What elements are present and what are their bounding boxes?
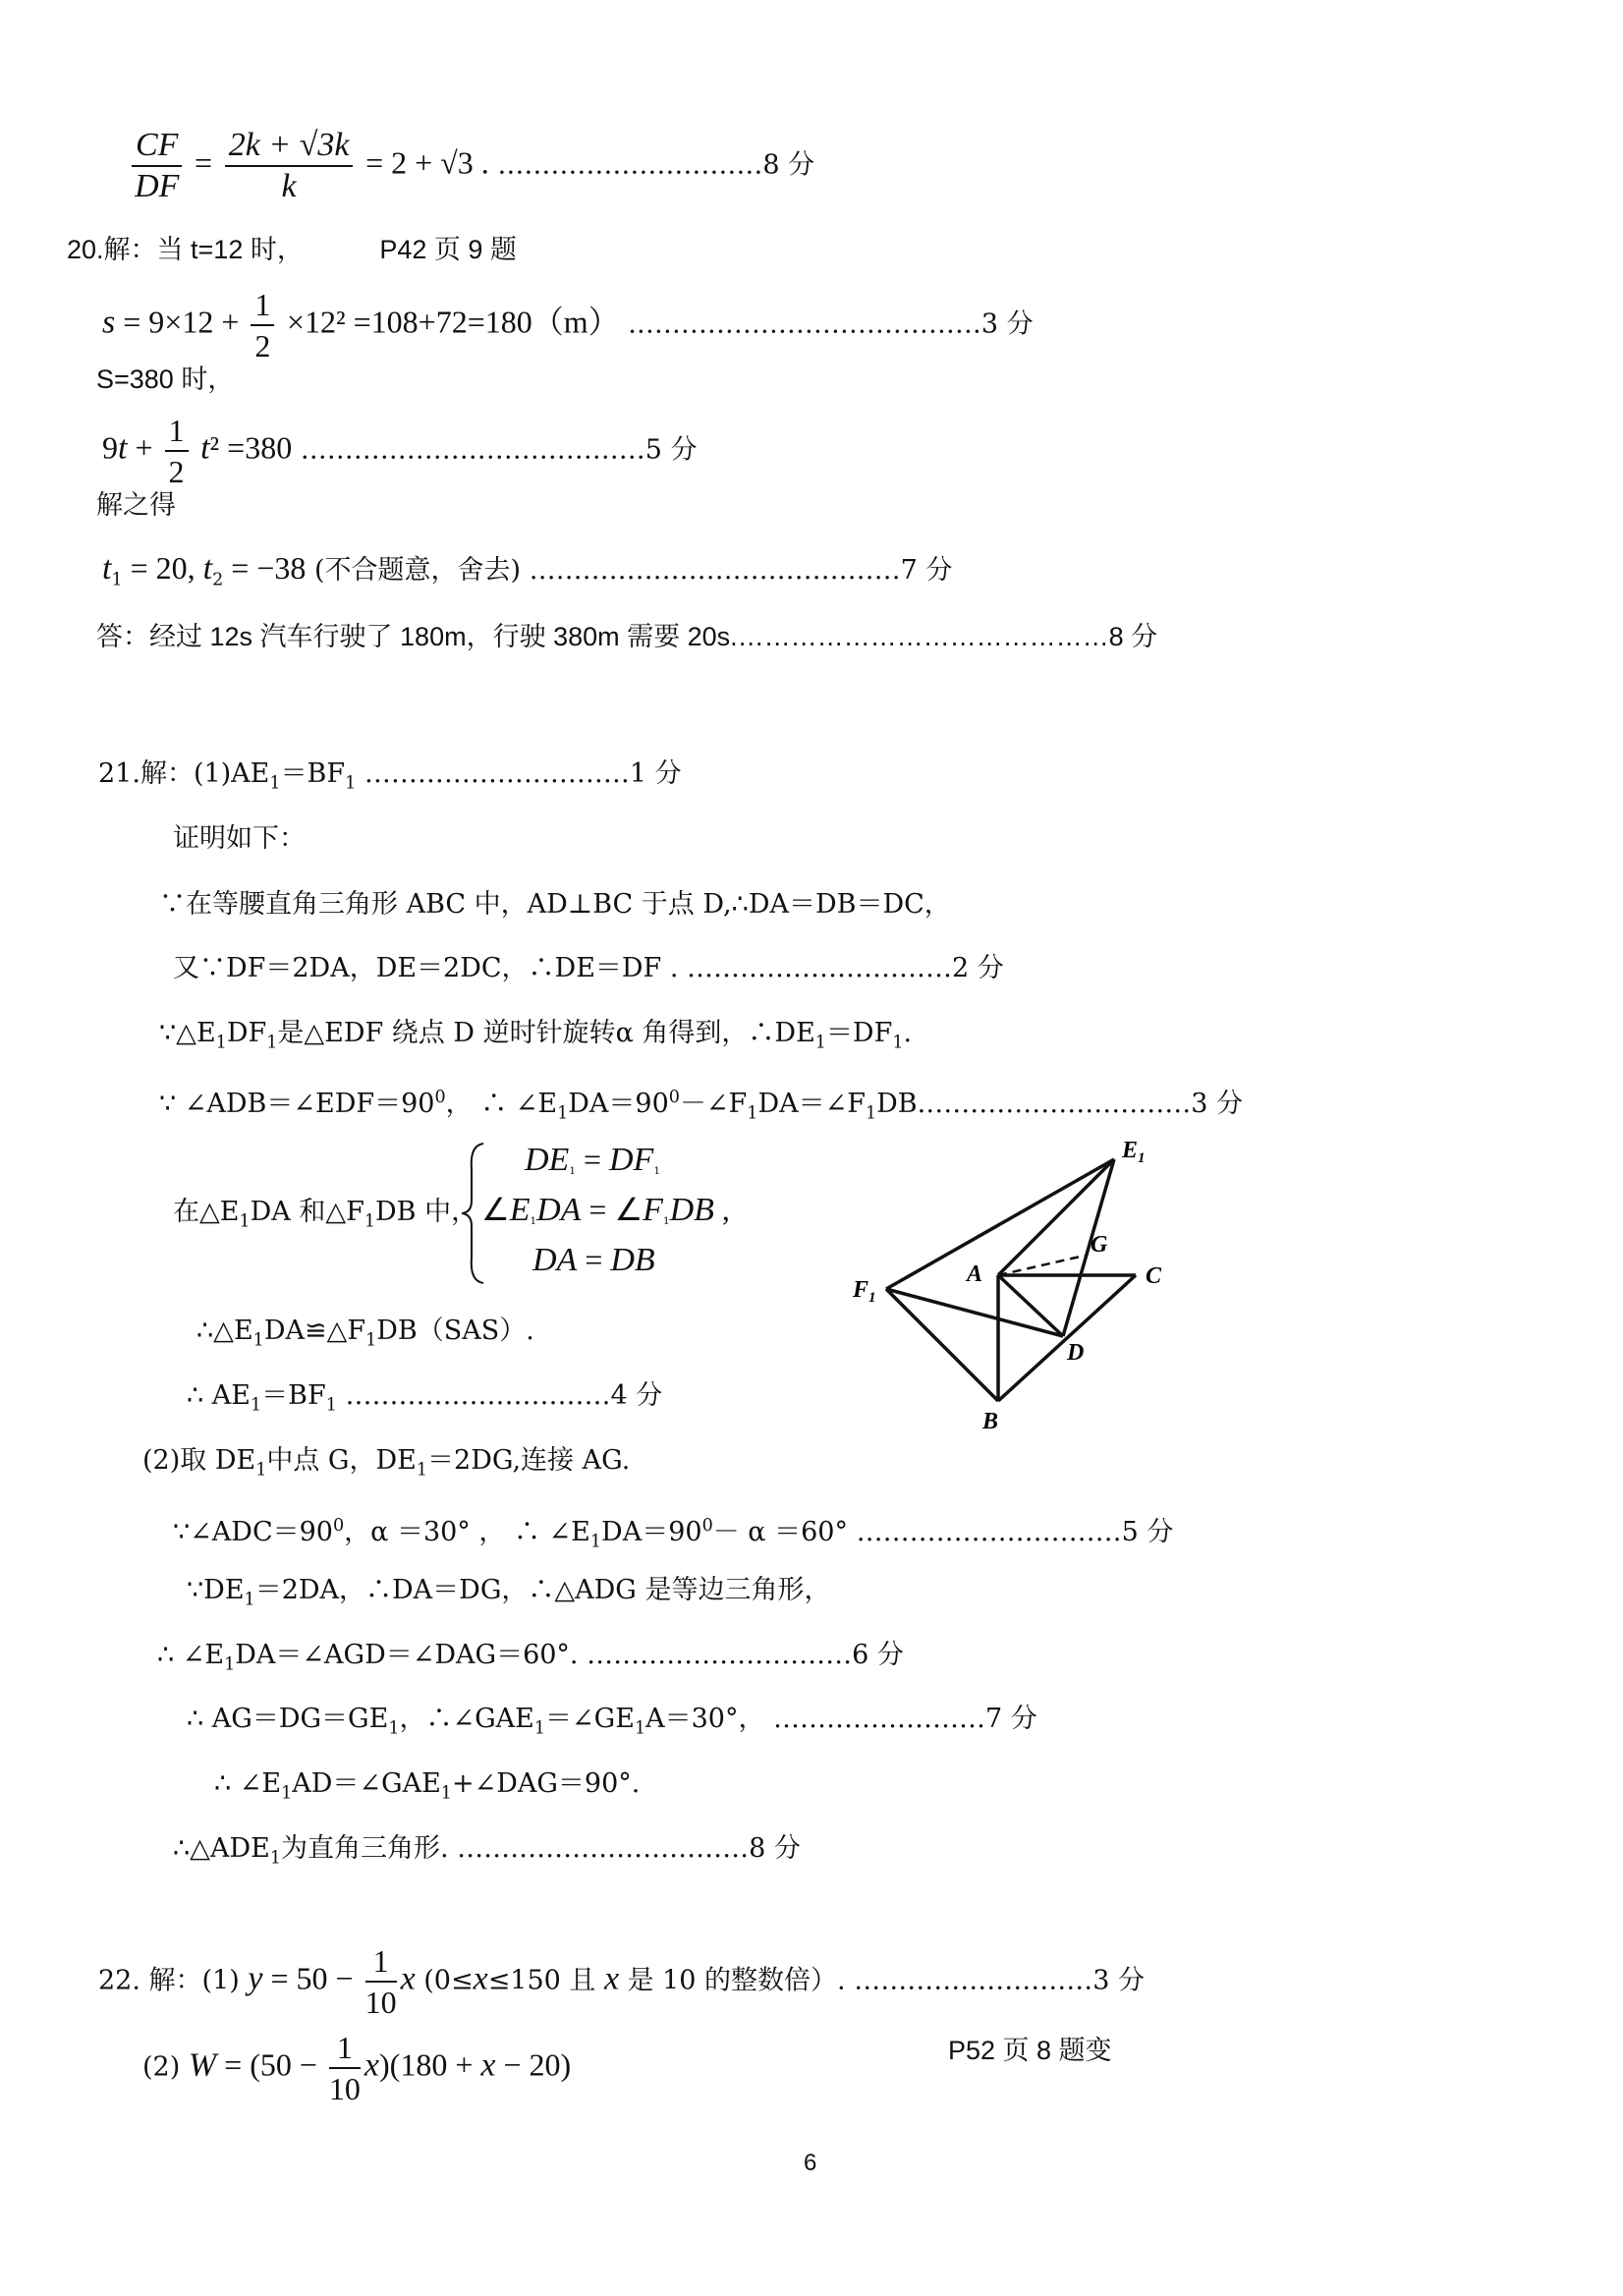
label-d: D [1067,1340,1085,1366]
score-dots: ………………………3 分 [854,1965,1145,1996]
q21-line3: $\because\triangle E_1DF_1$是△EDF 绕点 D 逆时针旋转α 角得到，$\therefore DE_1=DF_1$. [159,1018,913,1053]
score-dots: …………………………………5 分 [300,434,698,466]
q22-part1: 22. 解：(1) y = 50 − $\frac{1}{10}$ x (0≤x≤150 且 x 是 10 的整数倍）. ………………………3 分 [98,1943,1145,2020]
geometry-figure [845,1130,1208,1444]
score-dots: …………………………5 分 [847,1517,1174,1547]
score-dots: …………………………6 分 [578,1640,904,1670]
q21-line5: $\because\angle ADC=90^0$，α ＝30° ， ∴ $\angle E_1DA=90^0- \alpha =60^\circ$ …………………………5 分 [173,1516,1174,1552]
score-dots: …………………………2 分 [678,953,1004,983]
q21-congruence: $\therefore\triangle E_1DA≌\triangle F_1DB(SAS)$. [196,1316,534,1351]
q22-part2: (2) W = (50 − $\frac{1}{10}$ x)(180 + x − 20) [142,2030,572,2106]
eq-angle: $\angle E_1DA$ = $\angle F_1DB$ , [481,1192,730,1228]
q20-solution: $t_1 = 20$, $t_2 = -38$ (不合题意，舍去) ……………………………………7 分 [102,550,953,590]
label-b: B [982,1409,999,1434]
q21-line9: ∴ $\angle E_1AD=\angle GAE_1+\angle DAG=90^\circ$. [214,1768,641,1804]
q21-in-triangles: 在$\triangle E_1DA$ 和$\triangle F_1DB$ 中， [173,1197,478,1232]
q20-quadratic-eq: 9t + $\frac{1}{2}$ t² =380 …………………………………5 分 [102,413,698,489]
page-number: 6 [804,2150,817,2176]
q20-distance-eq: s = 9×12 + $\frac{1}{2}$ ×12² =108+72=180（m） .…………………………………3 分 [102,287,1034,364]
q21-part2: (2)取 $DE_1$中点 G，$DE_1=2DG$,连接 AG. [142,1445,631,1481]
score-dots: …………………………8 分 [497,149,815,181]
q21-part1: 21.解：$(1)AE_1=BF_1$ …………………………1 分 [98,758,682,794]
q21-equation-system [460,1140,755,1287]
q21-line6: $\because DE_1=2DA$，∴DA＝DG，∴△ADG 是等边三角形， [187,1575,831,1610]
q21-proof-label: 证明如下： [173,823,306,854]
q21-line7: ∴ $\angle E_1DA=\angle AGD=\angle DAG=60^\circ$. …………………………6 分 [157,1640,904,1675]
q21-line8: ∴ $AG=DG=GE_1$，$\therefore\angle GAE_1=\angle GE_1A=30^\circ$， ……………………7 分 [187,1704,1037,1739]
score-dots: …………………………4 分 [336,1380,663,1411]
q21-line4: ∵ $\angle ADB=\angle EDF=90^0$， ∴ $\angle E_1DA=90^0-\angle F_1DA=\angle F_1DB.\dots\dots\dots\dots\dots\dots\dots\dots\dots\dots 3$ 分 [159,1088,1243,1124]
q20-solve: 解之得 [96,490,176,521]
q21-line2: 又∵DF＝2DA，DE＝2DC，∴DE＝DF . …………………………2 分 [173,953,1004,983]
score-dots: ……………………………………7 分 [529,555,953,586]
q20-answer: 答：经过 12s 汽车行驶了 180m，行驶 380m 需要 20s.……………………………………8 分 [96,622,1158,651]
score-dots: ……………………………8 分 [448,1833,801,1864]
label-f1: $F_1$ [853,1277,876,1306]
q20-heading: 20.解：当 t=12 时， P42 页 9 题 [67,235,517,264]
score-dots: …………………………3 分 [925,1089,1243,1119]
eq-de1-df1: $DE_1 = DF_1$ [525,1142,660,1178]
q20-s380: S=380 时， [96,364,235,394]
q21-line10: $\therefore\triangle ADE_1$为直角三角形. ……………………………8 分 [173,1833,801,1869]
q21-result: ∴ $AE_1=BF_1$ …………………………4 分 [187,1380,663,1416]
q22-reference: P52 页 8 题变 [948,2036,1112,2065]
q21-line1: ∵在等腰直角三角形 ABC 中，AD⊥BC 于点 D,∴DA＝DB＝DC， [159,889,951,920]
score-dots: ……………………7 分 [764,1704,1037,1734]
score-dots: ……………………………………8 分 [737,622,1158,651]
eq-da-db: DA = DB [532,1242,655,1278]
label-e1: $E_1$ [1122,1138,1146,1166]
label-c: C [1146,1263,1162,1289]
label-g: G [1091,1232,1108,1258]
q20-reference: P42 页 9 题 [379,235,517,264]
score-dots: …………………………1 分 [356,758,682,789]
score-dots: .…………………………………3 分 [628,308,1034,340]
cf-df-ratio-line: $\frac{CF}{DF}$ = $\frac{2k + √3k}{k}$ = 2 + √3 . …………………………8 分 [128,126,814,206]
label-a: A [967,1261,983,1287]
